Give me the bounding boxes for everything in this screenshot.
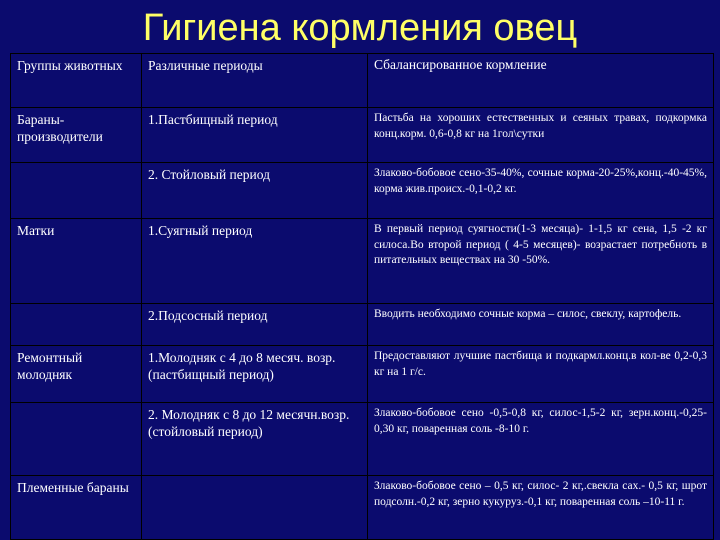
group-cell: Племенные бараны	[11, 476, 142, 540]
feeding-cell: Предоставляют лучшие пастбища и подкармл.конц.в кол-ве 0,2-0,3 кг на 1 г/с.	[368, 346, 714, 403]
header-cell-feeding: Сбалансированное кормление	[368, 54, 714, 108]
feeding-cell: Пастьба на хороших естественных и сеяных травах, подкормка конц.корм. 0,6-0,8 кг на 1гол\сутки	[368, 108, 714, 163]
period-cell: 1.Пастбищный период	[142, 108, 368, 163]
table-row	[11, 108, 714, 163]
table-row	[11, 346, 714, 403]
period-cell: 2. Стойловый период	[142, 163, 368, 219]
table-row	[11, 163, 714, 219]
group-cell: Матки	[11, 219, 142, 304]
period-cell: 1.Молодняк с 4 до 8 месяч. возр. (пастбищный период)	[142, 346, 368, 403]
group-cell	[11, 304, 142, 346]
period-cell: 2. Молодняк с 8 до 12 месячн.возр. (стойловый период)	[142, 403, 368, 476]
group-cell	[11, 163, 142, 219]
group-cell: Бараны-производители	[11, 108, 142, 163]
feeding-table	[10, 53, 714, 540]
table-row	[11, 304, 714, 346]
table-row	[11, 403, 714, 476]
table-row	[11, 219, 714, 304]
feeding-cell: Злаково-бобовое сено – 0,5 кг, силос- 2 кг,.свекла сах.- 0,5 кг, шрот подсолн.-0,2 кг, зерно кукуруз.-0,1 кг, поваренная соль –10-11 г.	[368, 476, 714, 540]
header-cell-periods: Различные периоды	[142, 54, 368, 108]
table-row	[11, 476, 714, 540]
period-cell: 1.Суягный период	[142, 219, 368, 304]
feeding-cell: Злаково-бобовое сено -0,5-0,8 кг, силос-1,5-2 кг, зерн.конц.-0,25-0,30 кг, поваренная соль -8-10 г.	[368, 403, 714, 476]
feeding-cell: Злаково-бобовое сено-35-40%, сочные корма-20-25%,конц.-40-45%, корма жив.происх.-0,1-0,2 кг.	[368, 163, 714, 219]
period-cell	[142, 476, 368, 540]
header-cell-groups: Группы животных	[11, 54, 142, 108]
table-header-row	[11, 54, 714, 108]
group-cell: Ремонтный молодняк	[11, 346, 142, 403]
page-title: Гигиена кормления овец	[142, 7, 578, 49]
feeding-cell: Вводить необходимо сочные корма – силос, свеклу, картофель.	[368, 304, 714, 346]
period-cell: 2.Подсосный период	[142, 304, 368, 346]
group-cell	[11, 403, 142, 476]
feeding-cell: В первый период суягности(1-3 месяца)- 1-1,5 кг сена, 1,5 -2 кг силоса.Во второй период ( 4-5 месяцев)- возрастает потребноть в питательных веществах на 30 -50%.	[368, 219, 714, 304]
